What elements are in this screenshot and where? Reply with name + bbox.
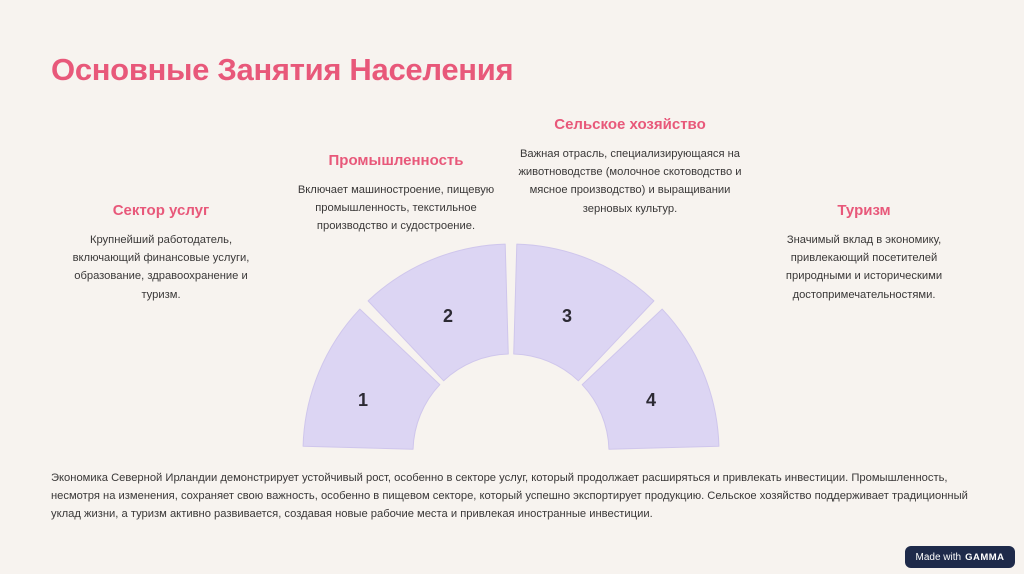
segment-number-2: 2: [442, 306, 454, 326]
segment-number-3: 3: [561, 306, 573, 326]
badge-prefix: Made with: [915, 551, 962, 563]
badge-brand: GAMMA: [965, 551, 1005, 563]
segment-number-1: 1: [357, 390, 369, 410]
made-with-badge[interactable]: [905, 546, 1015, 568]
page-title: Основные Занятия Населения: [51, 52, 514, 87]
block-heading: Сельское хозяйство: [554, 116, 706, 133]
block-heading: Сектор услуг: [112, 202, 210, 219]
block-text: Крупнейший работодатель, включающий финансовые услуги, образование, здравоохранение и туризм.: [72, 234, 250, 301]
block-text: Включает машиностроение, пищевую промышленность, текстильное производство и судостроение.: [297, 184, 495, 233]
block-heading: Туризм: [837, 202, 891, 219]
block-text: Значимый вклад в экономику, привлекающий посетителей природными и историческими достопримечательностями.: [785, 234, 943, 301]
summary-text: Экономика Северной Ирландии демонстрирует устойчивый рост, особенно в секторе услуг, который продолжает расширяться и привлекать инвестиции. Промышленность, несмотря на изменения, сохраняет свою важность, особенно в пищевом секторе, который успешно экспортирует продукцию. Сельское хозяйство поддерживает традиционный уклад жизни, а туризм активно развивается, создавая новые рабочие места и привлекая иностранные инвестиции.: [51, 472, 968, 521]
block-heading: Промышленность: [328, 152, 464, 169]
block-text: Важная отрасль, специализирующаяся на животноводстве (молочное скотоводство и мясное производство) и выращивании зерновых культур.: [518, 148, 742, 215]
segment-number-4: 4: [645, 390, 657, 410]
